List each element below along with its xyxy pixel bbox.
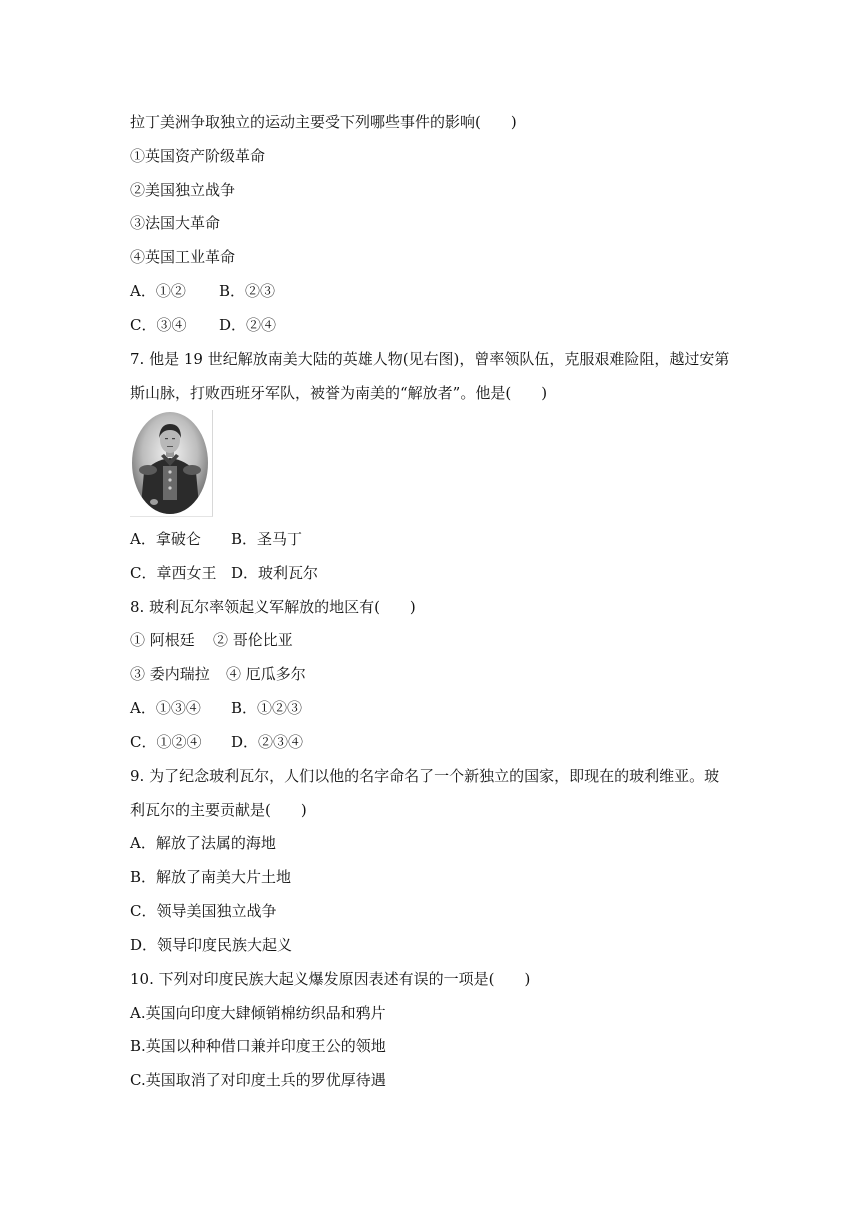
q9-option-d[interactable]: D．领导印度民族大起义 [130,936,293,954]
q6-options-row-1 [130,281,275,301]
q8-items-row-1 [130,630,293,650]
q8-option-c[interactable]: C．①②④ [130,733,202,751]
q6-item-4: ④英国工业革命 [130,248,236,266]
q6-option-d[interactable]: D．②④ [219,316,277,334]
q8-item-2: ② 哥伦比亚 [213,631,293,649]
q8-option-a[interactable]: A．①③④ [130,699,201,717]
q6-stem: 拉丁美洲争取独立的运动主要受下列哪些事件的影响( ) [130,113,517,131]
q8-options-row-1 [130,698,302,718]
bolivar-portrait-image [130,410,213,517]
q10-stem: 10. 下列对印度民族大起义爆发原因表述有误的一项是( ) [130,970,531,988]
q8-option-d[interactable]: D．②③④ [231,733,304,751]
q7-option-b[interactable]: B．圣马丁 [231,530,303,548]
q8-stem: 8. 玻利瓦尔率领起义军解放的地区有( ) [130,598,416,616]
q7-stem-line-1: 7. 他是 19 世纪解放南美大陆的英雄人物(见右图)，曾率领队伍，克服艰难险阻，越过安第 [130,350,730,368]
q9-stem-line-2: 利瓦尔的主要贡献是( ) [130,801,307,819]
q9-option-a[interactable]: A．解放了法属的海地 [130,834,276,852]
q10-option-c[interactable]: C.英国取消了对印度土兵的罗优厚待遇 [130,1071,386,1089]
q6-item-2: ②美国独立战争 [130,181,236,199]
q9-option-b[interactable]: B．解放了南美大片土地 [130,868,292,886]
q7-option-a[interactable]: A．拿破仑 [130,530,201,548]
q8-item-4: ④ 厄瓜多尔 [226,665,306,683]
q6-item-3: ③法国大革命 [130,214,221,232]
q9-stem-line-1: 9. 为了纪念玻利瓦尔，人们以他的名字命名了一个新独立的国家，即现在的玻利维亚。玻 [130,767,720,785]
q6-options-row-2 [130,315,276,335]
q10-option-b[interactable]: B.英国以种种借口兼并印度王公的领地 [130,1037,386,1055]
q8-option-b[interactable]: B．①②③ [231,699,303,717]
q7-options-row-2 [130,563,318,583]
q9-option-c[interactable]: C．领导美国独立战争 [130,902,277,920]
q7-option-c[interactable]: C．章西女王 [130,564,217,582]
q8-options-row-2 [130,732,303,752]
q6-option-a[interactable]: A．①② [130,282,186,300]
q6-item-1: ①英国资产阶级革命 [130,147,266,165]
q7-stem-line-2: 斯山脉，打败西班牙军队，被誉为南美的“解放者”。他是( ) [130,384,548,402]
q7-options-row-1 [130,529,302,549]
q8-item-1: ① 阿根廷 [130,631,195,649]
q6-option-c[interactable]: C．③④ [130,316,187,334]
q8-items-row-2 [130,664,306,684]
q8-item-3: ③ 委内瑞拉 [130,665,210,683]
q6-option-b[interactable]: B．②③ [219,282,276,300]
q10-option-a[interactable]: A.英国向印度大肆倾销棉纺织品和鸦片 [130,1004,386,1022]
q7-option-d[interactable]: D．玻利瓦尔 [231,564,319,582]
